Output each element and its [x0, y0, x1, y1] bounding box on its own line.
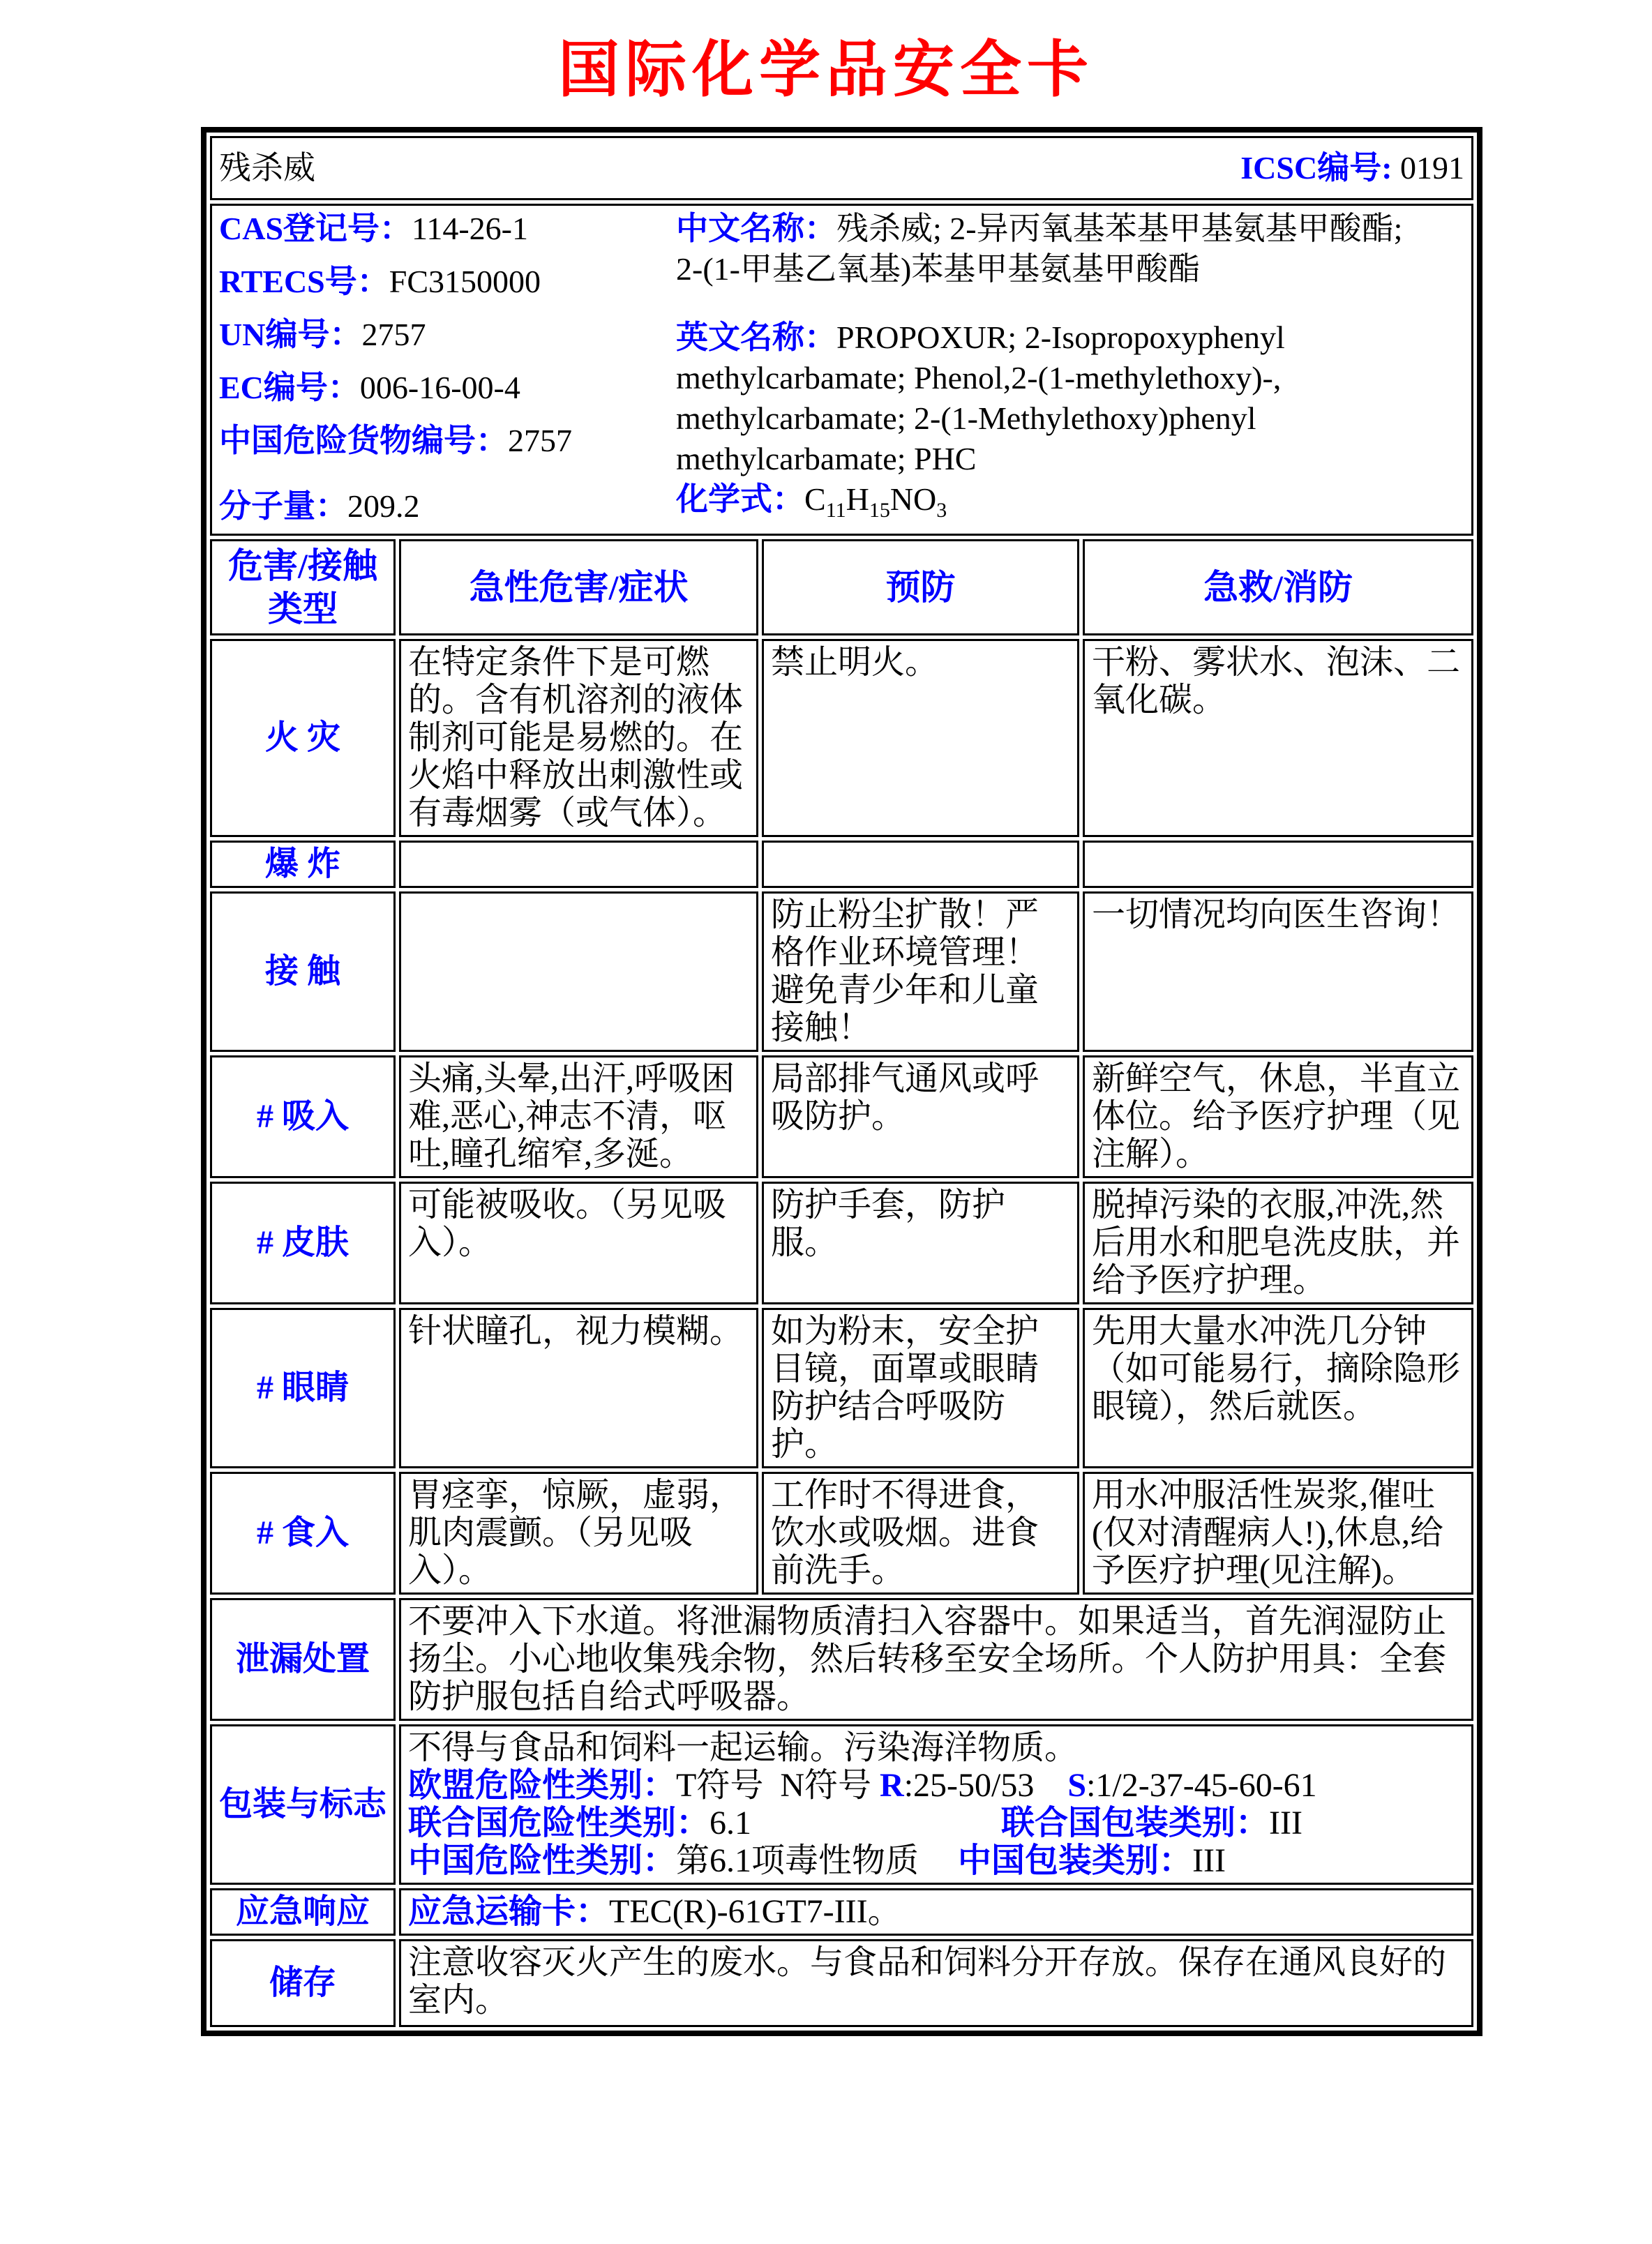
fire-response: 干粉、雾状水、泡沫、二氧化碳。 [1083, 639, 1473, 837]
row-label-skin: # 皮肤 [210, 1182, 396, 1304]
english-name-line [676, 317, 1416, 479]
section-label-storage: 储存 [210, 1939, 396, 2027]
page-title: 国际化学品安全卡 [557, 33, 1094, 105]
un-packing-group-value: III [1269, 1805, 1302, 1842]
molecular-weight-label: 分子量： [219, 488, 347, 525]
cn-dangerous-goods-line [219, 421, 676, 461]
cas-number-line [219, 209, 676, 249]
rtecs-value: FC3150000 [389, 264, 541, 299]
row-label-explosion: 爆 炸 [210, 841, 396, 888]
icsc-number-label: ICSC编号: [1240, 150, 1392, 186]
packaging-transport-line: 不得与食品和饲料一起运输。污染海洋物质。 [408, 1729, 1079, 1767]
cn-hazard-class-label: 中国危险性类别： [408, 1842, 677, 1880]
un-number-line [219, 315, 676, 355]
section-row-emergency-response [210, 1888, 1473, 1936]
cn-packing-group-value: III [1192, 1842, 1226, 1880]
name-block [676, 209, 1416, 531]
emergency-content [399, 1888, 1473, 1936]
transport-card-value: TEC(R)-61GT7-III。 [609, 1893, 901, 1931]
skin-symptoms: 可能被吸收。（另见吸入）。 [399, 1182, 758, 1304]
ingestion-response: 用水冲服活性炭浆,催吐(仅对清醒病人!),休息,给予医疗护理(见注解)。 [1083, 1472, 1473, 1595]
chinese-name-label: 中文名称： [676, 211, 836, 246]
section-row-packaging-labelling [210, 1724, 1473, 1885]
un-hazard-class-value: 6.1 [709, 1805, 752, 1842]
row-label-eyes: # 眼睛 [210, 1308, 396, 1468]
un-label: UN编号： [219, 317, 362, 352]
chemical-formula-line [676, 479, 1416, 531]
contact-symptoms [399, 891, 758, 1052]
english-name-label: 英文名称： [676, 319, 836, 355]
packaging-content [399, 1724, 1473, 1885]
cn-dangerous-goods-value: 2757 [508, 423, 572, 458]
icsc-number-value: 0191 [1400, 150, 1465, 186]
section-label-spill: 泄漏处置 [210, 1598, 396, 1721]
eu-hazard-symbols: T符号 N符号 [676, 1767, 880, 1805]
column-header-symptoms: 急性危害/症状 [399, 539, 758, 635]
section-label-emergency: 应急响应 [210, 1888, 396, 1936]
hazard-row-skin [210, 1182, 1473, 1304]
cn-hazard-class-value: 第6.1项毒性物质 [676, 1842, 919, 1880]
s-phrases-value: :1/2-37-45-60-61 [1086, 1767, 1317, 1805]
identification-cell [210, 204, 1473, 536]
packaging-un-line [408, 1805, 1464, 1842]
cn-dangerous-goods-label: 中国危险货物编号： [219, 423, 508, 458]
column-header-prevention: 预防 [762, 539, 1079, 635]
hazard-row-explosion [210, 841, 1473, 888]
r-phrases-value: :25-50/53 [903, 1767, 1068, 1805]
inhalation-symptoms: 头痛,头晕,出汗,呼吸困难,恶心,神志不清，呕吐,瞳孔缩窄,多涎。 [399, 1055, 758, 1178]
s-phrases-label: S [1067, 1767, 1087, 1805]
hazard-row-contact [210, 891, 1473, 1052]
eu-hazard-class-label: 欧盟危险性类别： [408, 1767, 677, 1805]
chinese-name-value: 残杀威; 2-异丙氧基苯基甲基氨基甲酸酯; 2-(1-甲基乙氧基)苯基甲基氨基甲酸酯 [676, 211, 1403, 287]
column-header-hazard-type: 危害/接触类型 [210, 539, 396, 635]
eyes-prevention: 如为粉末，安全护目镜，面罩或眼睛防护结合呼吸防护。 [762, 1308, 1079, 1468]
eyes-symptoms: 针状瞳孔，视力模糊。 [399, 1308, 758, 1468]
chemical-formula-label: 化学式： [676, 481, 804, 517]
rtecs-label: RTECS号： [219, 264, 389, 299]
cas-value: 114-26-1 [412, 211, 528, 246]
icsc-card-table [201, 127, 1482, 2036]
identifier-list [219, 209, 676, 531]
row-label-fire: 火 灾 [210, 639, 396, 837]
skin-response: 脱掉污染的衣服,冲洗,然后用水和肥皂洗皮肤，并给予医疗护理。 [1083, 1182, 1473, 1304]
skin-prevention: 防护手套，防护服。 [762, 1182, 1079, 1304]
fire-prevention: 禁止明火。 [762, 639, 1079, 837]
un-hazard-class-label: 联合国危险性类别： [408, 1805, 710, 1842]
r-phrases-label: R [880, 1767, 904, 1805]
emergency-transport-card-line [408, 1893, 1464, 1931]
packaging-cn-line [408, 1842, 1464, 1880]
rtecs-number-line [219, 262, 676, 302]
hazard-row-ingestion [210, 1472, 1473, 1595]
transport-card-label: 应急运输卡： [408, 1893, 610, 1931]
un-packing-group-label: 联合国包装类别： [1001, 1805, 1270, 1842]
column-header-firstaid: 急救/消防 [1083, 539, 1473, 635]
row-label-ingestion: # 食入 [210, 1472, 396, 1595]
hazard-row-fire [210, 639, 1473, 837]
explosion-prevention [762, 841, 1079, 888]
cn-packing-group-label: 中国包装类别： [958, 1842, 1193, 1880]
ingestion-symptoms: 胃痉挛，惊厥，虚弱，肌肉震颤。（另见吸入）。 [399, 1472, 758, 1595]
explosion-response [1083, 841, 1473, 888]
hazard-row-inhalation [210, 1055, 1473, 1178]
contact-prevention: 防止粉尘扩散！严格作业环境管理！避免青少年和儿童接触！ [762, 891, 1079, 1052]
section-row-spill-disposal [210, 1598, 1473, 1721]
substance-name: 残杀威 [219, 150, 315, 186]
inhalation-prevention: 局部排气通风或呼吸防护。 [762, 1055, 1079, 1178]
eyes-response: 先用大量水冲洗几分钟（如可能易行，摘除隐形眼镜），然后就医。 [1083, 1308, 1473, 1468]
card-header-row [210, 136, 1473, 200]
un-value: 2757 [361, 317, 426, 352]
ec-label: EC编号： [219, 370, 360, 405]
storage-content: 注意收容灭火产生的废水。与食品和饲料分开存放。保存在通风良好的室内。 [399, 1939, 1473, 2027]
card-header-cell [210, 136, 1473, 200]
section-label-packaging: 包装与标志 [210, 1724, 396, 1885]
row-label-contact: 接 触 [210, 891, 396, 1052]
molecular-weight-value: 209.2 [347, 488, 420, 525]
packaging-eu-line [408, 1767, 1464, 1805]
ec-value: 006-16-00-4 [359, 370, 520, 405]
row-label-inhalation: # 吸入 [210, 1055, 396, 1178]
explosion-symptoms [399, 841, 758, 888]
spill-content: 不要冲入下水道。将泄漏物质清扫入容器中。如果适当，首先润湿防止扬尘。小心地收集残余物，然后转移至安全场所。个人防护用具：全套防护服包括自给式呼吸器。 [399, 1598, 1473, 1721]
cas-label: CAS登记号： [219, 211, 412, 246]
chinese-name-line [676, 209, 1416, 289]
ingestion-prevention: 工作时不得进食，饮水或吸烟。进食前洗手。 [762, 1472, 1079, 1595]
english-name-value: PROPOXUR; 2-Isopropoxyphenyl methylcarbamate; Phenol,2-(1-methylethoxy)-, methylcarbamate; 2-(1-Methylethoxy)phenyl methylcarbamate; PHC [676, 319, 1285, 476]
contact-response: 一切情况均向医生咨询！ [1083, 891, 1473, 1052]
molecular-weight-line [219, 486, 676, 527]
inhalation-response: 新鲜空气，休息，半直立体位。给予医疗护理（见注解）。 [1083, 1055, 1473, 1178]
chemical-formula-value: $C_{11}H_{15}NO_3$ [804, 481, 947, 522]
hazard-row-eyes [210, 1308, 1473, 1468]
section-row-storage [210, 1939, 1473, 2027]
identification-row [210, 204, 1473, 536]
icsc-number [1240, 149, 1464, 187]
ec-number-line [219, 368, 676, 408]
fire-symptoms: 在特定条件下是可燃的。含有机溶剂的液体制剂可能是易燃的。在火焰中释放出刺激性或有毒烟雾（或气体）。 [399, 639, 758, 837]
hazard-table-header-row [210, 539, 1473, 635]
